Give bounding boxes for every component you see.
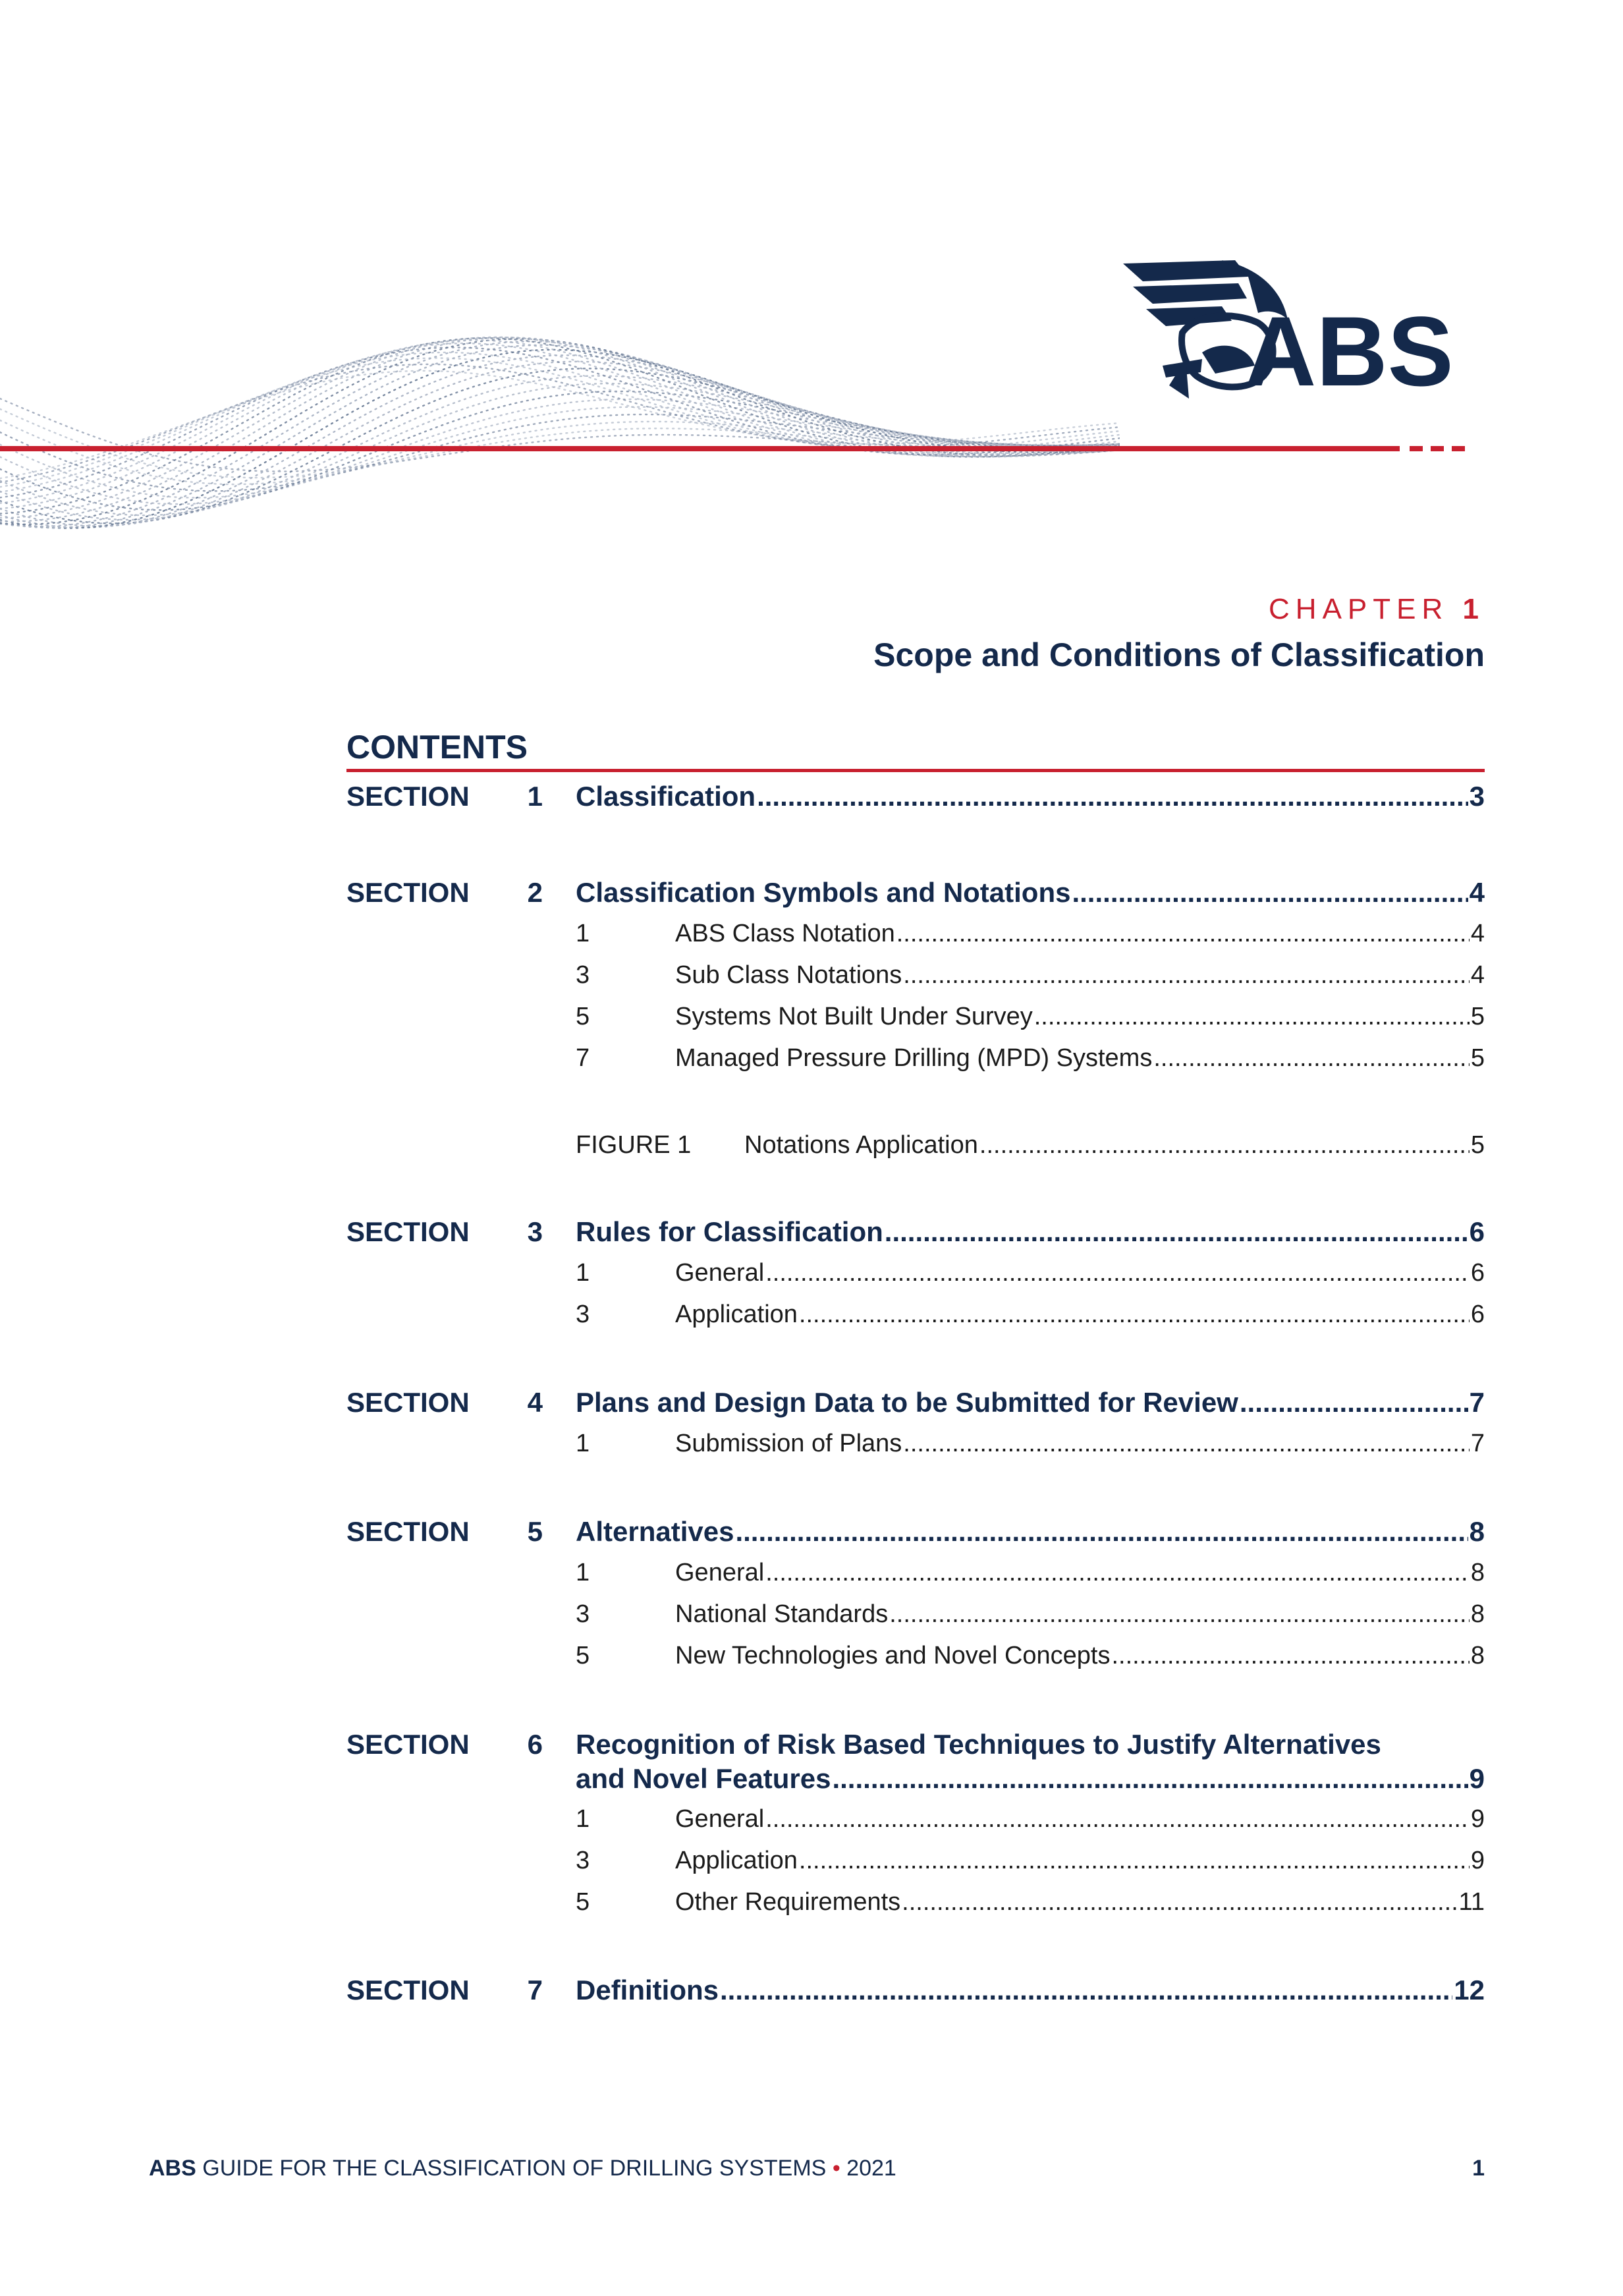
- dot-leader: [902, 1888, 1457, 1917]
- dot-leader: [757, 781, 1468, 812]
- toc-title: New Technologies and Novel Concepts: [675, 1642, 1111, 1669]
- wave-strand: [0, 340, 1120, 509]
- wave-strand: [0, 399, 1120, 472]
- dot-leader: [1111, 1642, 1469, 1670]
- footer-guide-title: GUIDE FOR THE CLASSIFICATION OF DRILLING SYSTEMS: [202, 2156, 827, 2181]
- toc-page: 8: [1470, 1600, 1485, 1628]
- toc-title: Managed Pressure Drilling (MPD) Systems: [675, 1044, 1153, 1072]
- toc-page: 5: [1470, 1003, 1485, 1030]
- toc-page: 5: [1470, 1044, 1485, 1072]
- dot-leader: [720, 1974, 1452, 2006]
- toc-entry-subsection[interactable]: [675, 1301, 1485, 1329]
- toc-page: 3: [1469, 781, 1485, 812]
- header-red-dash: [1452, 446, 1465, 451]
- subsection-number: 7: [576, 1044, 590, 1072]
- wave-strand: [0, 345, 1120, 528]
- footer-title: [149, 2156, 896, 2181]
- toc-title: Rules for Classification: [576, 1216, 883, 1247]
- subsection-number: 1: [576, 1259, 590, 1287]
- figure-number: 1: [677, 1131, 692, 1159]
- toc-entry-section-2[interactable]: [576, 877, 1485, 909]
- toc-entry-subsection[interactable]: [675, 1805, 1485, 1834]
- toc-page: 5: [1470, 1131, 1485, 1159]
- toc-page: 8: [1470, 1559, 1485, 1586]
- toc-page: 4: [1469, 877, 1485, 908]
- toc-page: 11: [1458, 1888, 1485, 1916]
- toc-page: 6: [1469, 1216, 1485, 1247]
- abs-logo: [1123, 260, 1492, 402]
- wave-strand: [0, 420, 1120, 484]
- subsection-number: 1: [576, 1805, 590, 1833]
- toc-title: Plans and Design Data to be Submitted for Review: [576, 1387, 1238, 1418]
- section-number: 2: [527, 877, 543, 908]
- toc-entry-subsection[interactable]: [675, 1430, 1485, 1458]
- toc-title: General: [675, 1559, 765, 1586]
- dot-leader: [1240, 1387, 1468, 1418]
- subsection-number: 3: [576, 1847, 590, 1874]
- section-label: SECTION: [346, 1974, 470, 2005]
- toc-title: Classification: [576, 781, 756, 812]
- figure-label: FIGURE 1: [576, 1131, 692, 1159]
- toc-title: General: [675, 1805, 765, 1833]
- toc-title: Systems Not Built Under Survey: [675, 1003, 1033, 1030]
- subsection-number: 3: [576, 961, 590, 989]
- toc-page: 8: [1469, 1516, 1485, 1547]
- subsection-number: 3: [576, 1301, 590, 1328]
- toc-title: Submission of Plans: [675, 1430, 902, 1457]
- header-red-rule: [0, 446, 1400, 451]
- chapter-number: 1: [1462, 593, 1485, 625]
- toc-page: 6: [1470, 1301, 1485, 1328]
- section-number: 5: [527, 1516, 543, 1547]
- toc-page: 9: [1470, 1847, 1485, 1874]
- section-label: SECTION: [346, 1729, 470, 1760]
- header-red-dash: [1431, 446, 1444, 451]
- dot-leader: [889, 1600, 1470, 1629]
- toc-title: Alternatives: [576, 1516, 734, 1547]
- wave-strand: [0, 364, 1120, 482]
- section-number: 6: [527, 1729, 543, 1760]
- dot-leader: [1153, 1044, 1470, 1073]
- dot-leader: [765, 1805, 1470, 1834]
- toc-title: Notations Application: [744, 1131, 978, 1159]
- toc-title: Classification Symbols and Notations: [576, 877, 1071, 908]
- section-label: SECTION: [346, 1516, 470, 1547]
- footer-year: 2021: [846, 2156, 896, 2181]
- toc-entry-section-5[interactable]: [576, 1516, 1485, 1548]
- page-number: 1: [1472, 2156, 1485, 2181]
- section-number: 1: [527, 781, 543, 812]
- dot-leader: [735, 1516, 1468, 1548]
- toc-title: Definitions: [576, 1974, 719, 2005]
- toc-entry-figure[interactable]: [744, 1131, 1485, 1160]
- toc-title: General: [675, 1259, 765, 1287]
- wave-strand: [0, 337, 1120, 521]
- subsection-number: 5: [576, 1888, 590, 1916]
- toc-title: Application: [675, 1301, 798, 1328]
- contents-heading: CONTENTS: [346, 729, 528, 766]
- chapter-label: CHAPTER 1: [1269, 593, 1485, 625]
- toc-page: 8: [1470, 1642, 1485, 1669]
- dot-leader: [765, 1559, 1470, 1587]
- dot-leader: [832, 1763, 1468, 1795]
- subsection-number: 1: [576, 1559, 590, 1586]
- toc-entry-section-4[interactable]: [576, 1387, 1485, 1418]
- section-number: 4: [527, 1387, 543, 1418]
- wave-strand: [0, 350, 1120, 528]
- section-label: SECTION: [346, 781, 470, 812]
- dot-leader: [896, 920, 1470, 948]
- toc-entry-subsection[interactable]: [675, 1003, 1485, 1031]
- toc-entry-section-3[interactable]: [576, 1216, 1485, 1248]
- dot-leader: [765, 1259, 1470, 1287]
- toc-entry-subsection[interactable]: [675, 1044, 1485, 1073]
- toc-entry-subsection[interactable]: [675, 1847, 1485, 1875]
- section-number: 7: [527, 1974, 543, 2005]
- toc-title: National Standards: [675, 1600, 889, 1628]
- wave-strand: [0, 358, 1120, 487]
- toc-entry-subsection[interactable]: [675, 961, 1485, 990]
- dot-leader: [799, 1301, 1470, 1329]
- toc-page: 6: [1470, 1259, 1485, 1287]
- contents-red-rule: [346, 769, 1485, 772]
- toc-entry-subsection[interactable]: [675, 1559, 1485, 1587]
- dot-leader: [903, 961, 1470, 990]
- subsection-number: 3: [576, 1600, 590, 1628]
- toc-title: Application: [675, 1847, 798, 1874]
- toc-entry-subsection[interactable]: [675, 920, 1485, 948]
- dot-leader: [799, 1847, 1470, 1875]
- section-label: SECTION: [346, 877, 470, 908]
- dot-leader: [885, 1216, 1468, 1248]
- toc-entry-subsection[interactable]: [675, 1888, 1485, 1917]
- toc-entry-subsection[interactable]: [675, 1600, 1485, 1629]
- section-label: SECTION: [346, 1387, 470, 1418]
- toc-title-line[interactable]: Recognition of Risk Based Techniques to Justify Alternatives: [576, 1729, 1381, 1760]
- toc-entry-section-6[interactable]: [576, 1763, 1485, 1795]
- footer-brand: ABS: [149, 2156, 196, 2181]
- dot-leader: [1072, 877, 1468, 909]
- subsection-number: 1: [576, 920, 590, 947]
- logo-wordmark: ABS: [1245, 296, 1454, 402]
- toc-entry-section-1[interactable]: [576, 781, 1485, 812]
- toc-title: and Novel Features: [576, 1763, 831, 1794]
- toc-entry-subsection[interactable]: [675, 1642, 1485, 1670]
- dot-leader: [979, 1131, 1470, 1160]
- wave-strand: [0, 407, 1120, 498]
- toc-page: 7: [1470, 1430, 1485, 1457]
- subsection-number: 5: [576, 1003, 590, 1030]
- toc-title: ABS Class Notation: [675, 920, 895, 947]
- chapter-title: Scope and Conditions of Classification: [873, 636, 1485, 673]
- wave-strand: [0, 355, 1120, 528]
- dot-leader: [903, 1430, 1470, 1458]
- section-label: SECTION: [346, 1216, 470, 1247]
- toc-page: 12: [1454, 1974, 1485, 2005]
- footer-separator: •: [832, 2156, 840, 2181]
- header-red-dash: [1410, 446, 1423, 451]
- subsection-number: 1: [576, 1430, 590, 1457]
- toc-entry-subsection[interactable]: [675, 1259, 1485, 1287]
- toc-page: 9: [1469, 1763, 1485, 1794]
- toc-title: Sub Class Notations: [675, 961, 902, 989]
- toc-page: 7: [1469, 1387, 1485, 1418]
- toc-entry-section-7[interactable]: [576, 1974, 1485, 2006]
- wave-strand: [0, 352, 1120, 492]
- toc-page: 4: [1470, 961, 1485, 989]
- section-number: 3: [527, 1216, 543, 1247]
- dot-leader: [1034, 1003, 1470, 1031]
- subsection-number: 5: [576, 1642, 590, 1669]
- toc-title: Other Requirements: [675, 1888, 901, 1916]
- dotted-wave-graphic: [0, 237, 1120, 606]
- toc-page: 4: [1470, 920, 1485, 947]
- toc-page: 9: [1470, 1805, 1485, 1833]
